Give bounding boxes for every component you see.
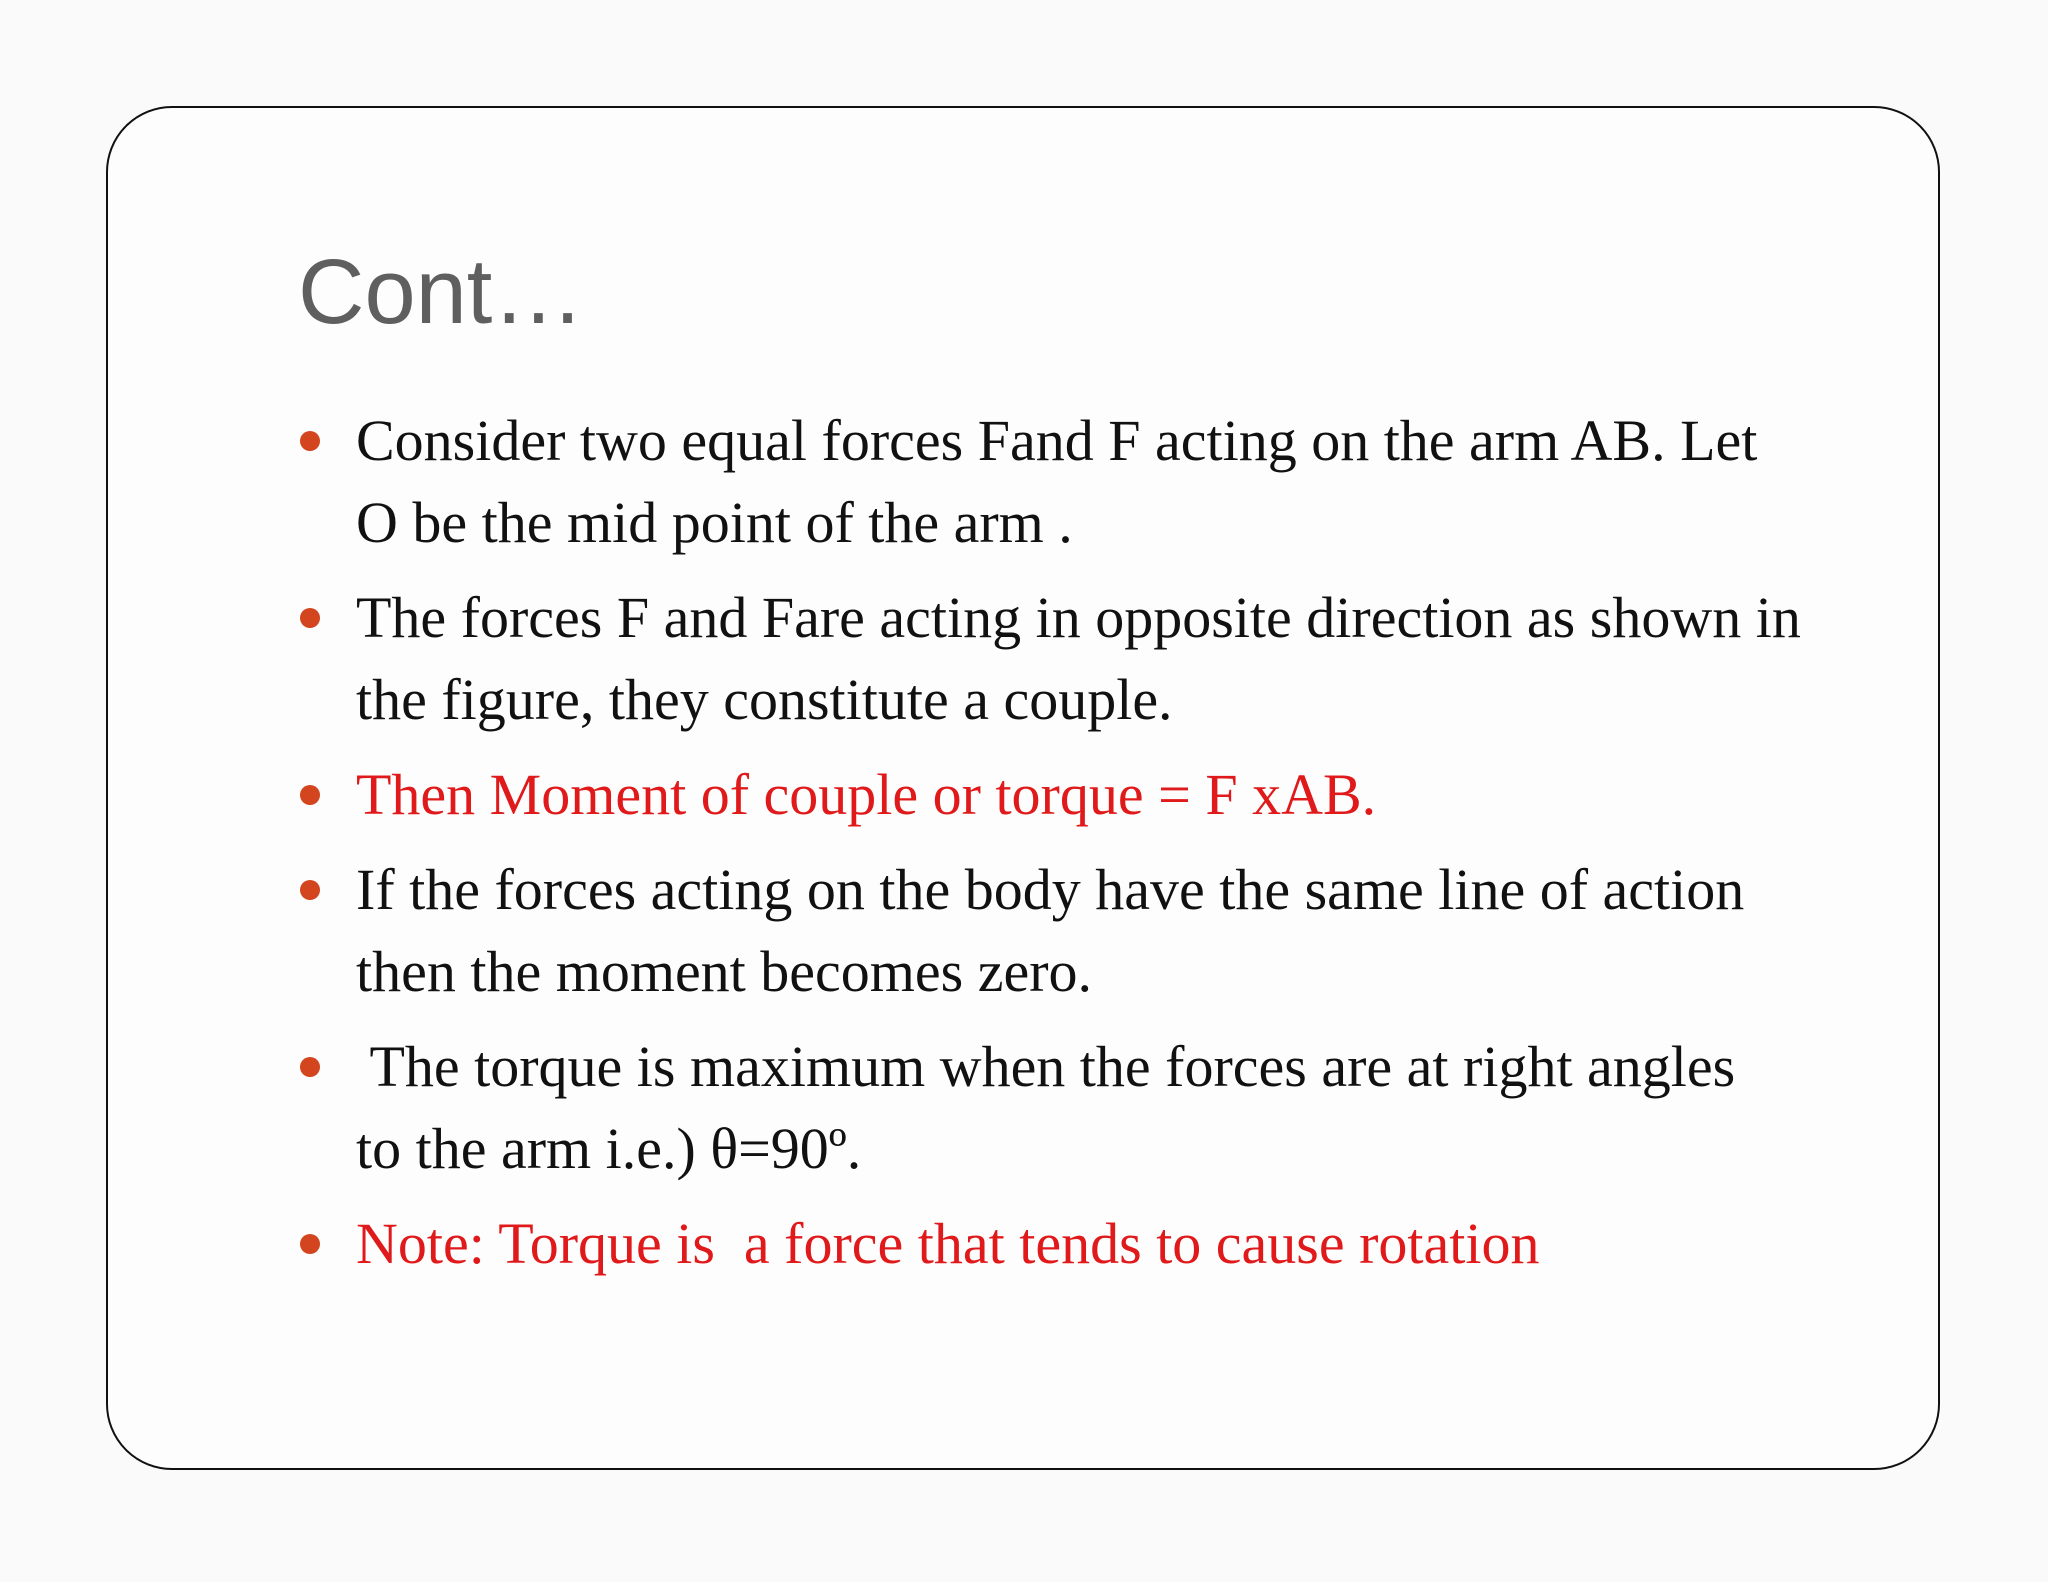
bullet-text-line: the figure, they constitute a couple.: [356, 667, 1173, 732]
bullet-text-line: If the forces acting on the body have the same line of action: [356, 857, 1745, 922]
bullet-dot-icon: [300, 880, 320, 900]
bullet-text-line: Then Moment of couple or torque = F xAB.: [356, 762, 1377, 827]
bullet-item: [300, 1026, 1880, 1190]
bullet-item: [300, 577, 1880, 741]
bullet-dot-icon: [300, 608, 320, 628]
bullet-list: [300, 400, 1880, 1298]
bullet-dot-icon: [300, 785, 320, 805]
bullet-text-line: Consider two equal forces Fand F acting on the arm AB. Let: [356, 408, 1758, 473]
bullet-item: [300, 849, 1880, 1013]
bullet-dot-icon: [300, 1234, 320, 1254]
bullet-text-line: O be the mid point of the arm .: [356, 490, 1073, 555]
bullet-item-highlight: [300, 1203, 1880, 1285]
bullet-text-line: to the arm i.e.) θ=90º.: [356, 1116, 862, 1181]
slide-title: Cont…: [298, 241, 585, 343]
bullet-dot-icon: [300, 431, 320, 451]
bullet-item-highlight: [300, 754, 1880, 836]
bullet-dot-icon: [300, 1057, 320, 1077]
bullet-item: [300, 400, 1880, 564]
bullet-text-line: Note: Torque is a force that tends to cause rotation: [356, 1211, 1540, 1276]
bullet-text-line: then the moment becomes zero.: [356, 939, 1093, 1004]
bullet-text-line: The torque is maximum when the forces are at right angles: [356, 1034, 1736, 1099]
bullet-text-line: The forces F and Fare acting in opposite direction as shown in: [356, 585, 1801, 650]
